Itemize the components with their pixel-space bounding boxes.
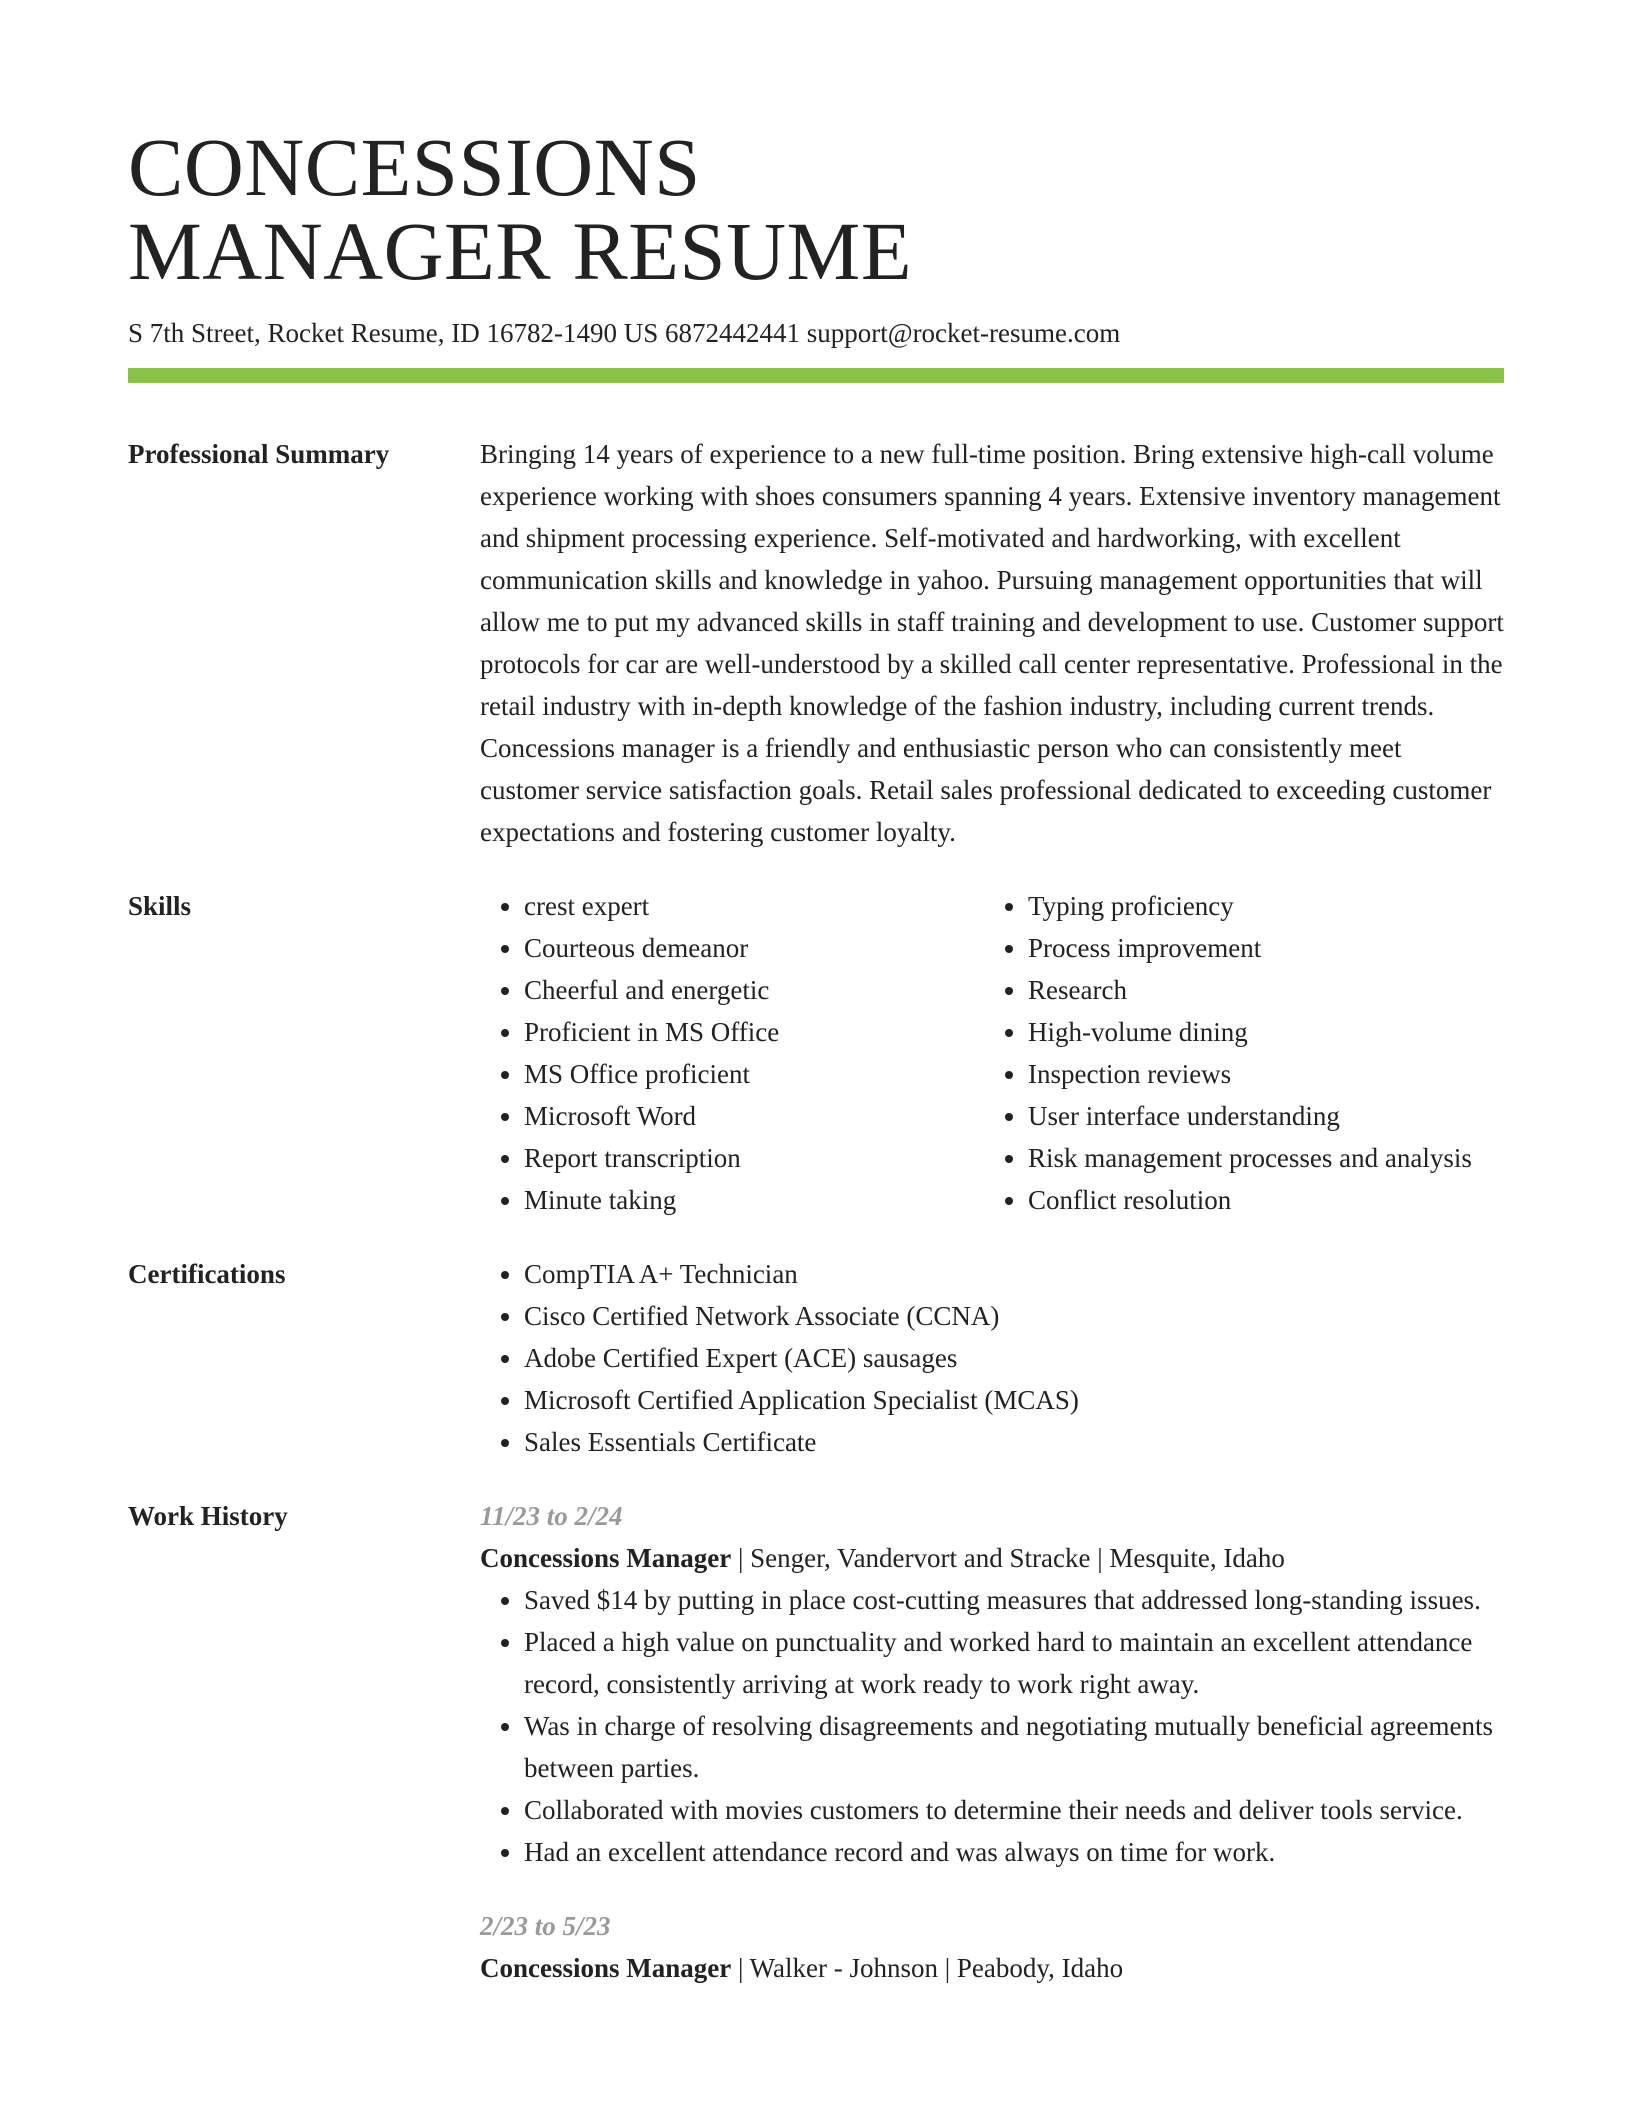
certification-item: • Cisco Certified Network Associate (CCNA) [524,1295,1504,1337]
title-line-2: MANAGER RESUME [128,205,913,297]
contact-info: S 7th Street, Rocket Resume, ID 16782-1490 US 6872442441 support@rocket-resume.com [128,318,1121,348]
job-entry [480,1495,1504,1873]
work-history-body [480,1495,1504,1989]
skills-body [480,885,1504,1221]
job-title: Concessions Manager [480,1543,732,1573]
certification-item: • Sales Essentials Certificate [524,1421,1504,1463]
work-history-section [128,1495,1504,1989]
skill-item: • Process improvement [1028,927,1488,969]
job-bullet: • Had an excellent attendance record and was always on time for work. [524,1831,1504,1873]
skill-item: • Cheerful and energetic [524,969,984,1011]
skills-list-right [984,885,1488,1221]
skills-heading: Skills [128,891,192,921]
job-bullet: • Collaborated with movies customers to determine their needs and deliver tools service. [524,1789,1504,1831]
certifications-section [128,1253,1504,1463]
work-history-heading: Work History [128,1501,288,1531]
skill-item: • Conflict resolution [1028,1179,1488,1221]
skill-item: • Courteous demeanor [524,927,984,969]
job-bullet: • Was in charge of resolving disagreements and negotiating mutually beneficial agreements between parties. [524,1705,1504,1789]
skill-item: • crest expert [524,885,984,927]
job-heading-line [480,1537,1504,1579]
skill-item: • Microsoft Word [524,1095,984,1137]
skill-item: • High-volume dining [1028,1011,1488,1053]
accent-divider [128,368,1504,383]
skill-item: • Research [1028,969,1488,1011]
certification-item: • Microsoft Certified Application Specialist (MCAS) [524,1379,1504,1421]
job-bullets [480,1579,1504,1873]
skill-item: • User interface understanding [1028,1095,1488,1137]
skill-item: • Report transcription [524,1137,984,1179]
job-dates: 11/23 to 2/24 [480,1501,623,1531]
skill-item: • Minute taking [524,1179,984,1221]
job-dates: 2/23 to 5/23 [480,1911,611,1941]
resume-title [128,0,1504,297]
job-employer-location: | Walker - Johnson | Peabody, Idaho [731,1953,1124,1983]
resume-page [128,0,1504,1989]
job-bullet: • Saved $14 by putting in place cost-cutting measures that addressed long-standing issues. [524,1579,1504,1621]
job-heading-line [480,1947,1504,1989]
skill-item: • MS Office proficient [524,1053,984,1095]
skill-item: • Risk management processes and analysis [1028,1137,1488,1179]
skill-item: • Typing proficiency [1028,885,1488,927]
summary-body [480,433,1504,853]
certifications-list [480,1253,1504,1463]
skills-column-right [984,885,1488,1221]
certification-item: • Adobe Certified Expert (ACE) sausages [524,1337,1504,1379]
skill-item: • Inspection reviews [1028,1053,1488,1095]
skills-section [128,885,1504,1221]
job-bullet: • Placed a high value on punctuality and worked hard to maintain an excellent attendance record, consistently arriving at work ready to work right away. [524,1621,1504,1705]
certification-item: • CompTIA A+ Technician [524,1253,1504,1295]
certifications-body [480,1253,1504,1463]
summary-section [128,433,1504,853]
skills-column-left [480,885,984,1221]
skills-list-left [480,885,984,1221]
title-line-1: CONCESSIONS [128,121,701,213]
summary-heading: Professional Summary [128,439,390,469]
certifications-heading: Certifications [128,1259,286,1289]
skill-item: • Proficient in MS Office [524,1011,984,1053]
job-entry [480,1905,1504,1989]
skills-columns [480,885,1504,1221]
job-employer-location: | Senger, Vandervort and Stracke | Mesquite, Idaho [731,1543,1285,1573]
summary-text: Bringing 14 years of experience to a new full-time position. Bring extensive high-call volume experience working with shoes consumers spanning 4 years. Extensive inventory management and shipment processing experience. Self-motivated and hardworking, with excellent communication skills and knowledge in yahoo. Pursuing management opportunities that will allow me to put my advanced skills in staff training and development to use. Customer support protocols for car are well-understood by a skilled call center representative. Professional in the retail industry with in-depth knowledge of the fashion industry, including current trends. Concessions manager is a friendly and enthusiastic person who can consistently meet customer service satisfaction goals. Retail sales professional dedicated to exceeding customer expectations and fostering customer loyalty. [480,439,1504,847]
job-title: Concessions Manager [480,1953,732,1983]
